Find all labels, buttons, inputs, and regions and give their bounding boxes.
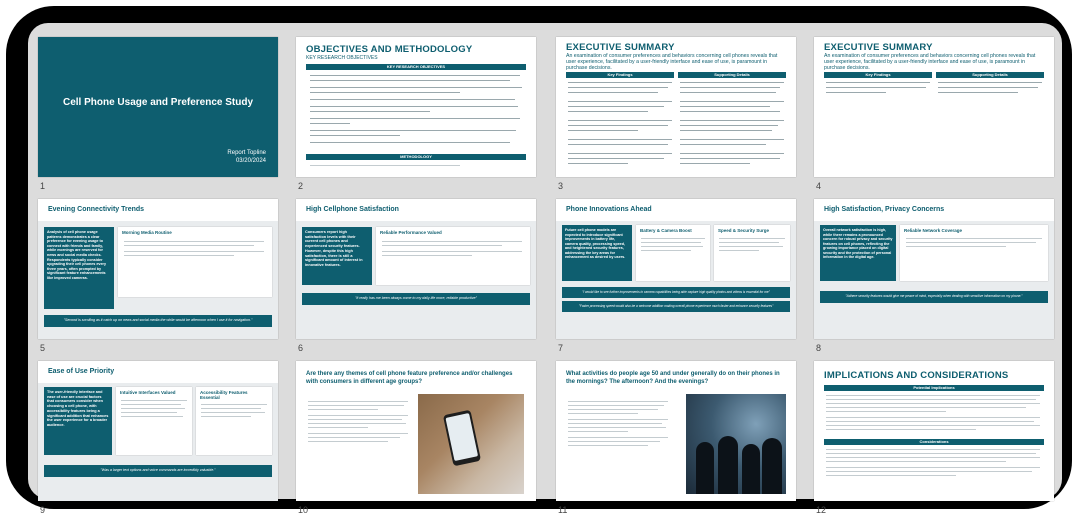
detail-card-heading: Reliable Network Coverage xyxy=(904,228,963,233)
quote-banner: "Adhere security features would give me peace of mind, especially when dealing with sensitive information on my phone." xyxy=(820,291,1048,303)
detail-card-heading: Morning Media Routine xyxy=(122,230,172,235)
slide-10-canvas xyxy=(296,361,536,501)
slide-number: 4 xyxy=(816,181,822,191)
slide-12-canvas xyxy=(814,361,1054,501)
report-label: Report Topline xyxy=(227,150,266,156)
detail-card-heading: Battery & Camera Boost xyxy=(640,228,692,233)
slide-thumbnail-9[interactable] xyxy=(38,361,278,521)
slide-thumbnail-6[interactable] xyxy=(296,199,536,359)
detail-card-heading: Speed & Security Surge xyxy=(718,228,770,233)
detail-card xyxy=(118,227,272,297)
slide-5-canvas xyxy=(38,199,278,339)
detail-card-heading: Accessibility Features Essential xyxy=(200,390,248,400)
column-header: Supporting Details xyxy=(678,72,786,78)
quote-banner: "I would like to see further improvements in camera capabilities being able capture high quality photos and videos is essential for me" xyxy=(562,287,790,298)
section-bar: Considerations xyxy=(824,439,1044,445)
key-insight-box: Future cell phone models are expected to introduce significant improvements in battery life, camera quality, processing speed, and heightened security features, addressing the key areas for enhancement as desired by users. xyxy=(562,225,632,281)
slide-title: High Cellphone Satisfaction xyxy=(306,206,399,213)
section-bar: KEY RESEARCH OBJECTIVES xyxy=(306,64,526,70)
slide-subtitle: An examination of consumer preferences and behaviors concerning cell phones reveals that user experience, facilitated by a user-friendly interface and ease of use, is paramount in purchase decisions. xyxy=(566,53,778,71)
slide-title: Ease of Use Priority xyxy=(48,368,115,375)
detail-card xyxy=(636,225,710,281)
slide-title: OBJECTIVES AND METHODOLOGY xyxy=(306,44,473,55)
section-bar: METHODOLOGY xyxy=(306,154,526,160)
slide-thumbnail-11[interactable] xyxy=(556,361,796,521)
slide-11-canvas xyxy=(556,361,796,501)
detail-card xyxy=(116,387,192,455)
slide-1-canvas xyxy=(38,37,278,177)
slide-6-canvas xyxy=(296,199,536,339)
slide-thumbnail-8[interactable] xyxy=(814,199,1054,359)
slide-title: Cell Phone Usage and Preference Study xyxy=(62,97,254,108)
slide-title: EXECUTIVE SUMMARY xyxy=(824,42,933,53)
key-insight-box: Consumers report high satisfaction levels with their current cell phones and experienced security features. However, despite this high satisfaction, there is still a significant amount of interest in innovative features. xyxy=(302,227,372,285)
slide-title: IMPLICATIONS AND CONSIDERATIONS xyxy=(824,370,1009,381)
slide-thumbnail-10[interactable] xyxy=(296,361,536,521)
slide-2-canvas xyxy=(296,37,536,177)
slide-thumbnail-5[interactable] xyxy=(38,199,278,359)
slide-title: Are there any themes of cell phone feature preference and/or challenges with consumers in different age groups? xyxy=(306,371,513,385)
slide-subtitle: KEY RESEARCH OBJECTIVES xyxy=(306,55,378,61)
detail-card xyxy=(196,387,272,455)
slide-thumbnail-4[interactable] xyxy=(814,37,1054,197)
column-header: Supporting Details xyxy=(936,72,1044,78)
slide-thumbnail-1[interactable] xyxy=(38,37,278,197)
slide-number: 7 xyxy=(558,343,564,353)
slide-4-canvas xyxy=(814,37,1054,177)
slide-3-canvas xyxy=(556,37,796,177)
slide-number: 11 xyxy=(558,505,568,515)
phone-photo xyxy=(418,394,524,494)
slide-number: 5 xyxy=(40,343,46,353)
slide-thumbnail-7[interactable] xyxy=(556,199,796,359)
quote-banner: "Was a larger text options and voice commands are incredibly valuable." xyxy=(44,465,272,477)
slide-number: 12 xyxy=(816,505,827,515)
slide-number: 2 xyxy=(298,181,304,191)
smartphone-image xyxy=(443,410,481,467)
slide-thumbnail-12[interactable] xyxy=(814,361,1054,521)
slide-number: 8 xyxy=(816,343,822,353)
slide-title: Evening Connectivity Trends xyxy=(48,206,145,213)
detail-card xyxy=(714,225,790,281)
quote-banner: "It really has me been always come to my daily life more, reliable productive" xyxy=(302,293,530,305)
slide-number: 6 xyxy=(298,343,304,353)
key-insight-box: Analysis of cell phone usage patterns demonstrates a clear preference for evening usage to connect with friends and family, while mornings are reserved for news and social media checks. Respondents typically consider upgrading their cell phones every three years, often prompted by significant feature enhancements like improved cameras. xyxy=(44,227,114,309)
detail-card xyxy=(376,227,530,285)
slide-subtitle-block xyxy=(227,149,266,165)
detail-card xyxy=(900,225,1048,281)
detail-card-heading: Reliable Performance Valued xyxy=(380,230,442,235)
slide-title: What activities do people age 50 and under generally do on their phones in the mornings? The afternoon? And the evenings? xyxy=(566,371,780,385)
slide-thumbnail-3[interactable] xyxy=(556,37,796,197)
column-header: Key Findings xyxy=(824,72,932,78)
slide-title: Phone Innovations Ahead xyxy=(566,206,652,213)
quote-banner: "Second is scrolling as it catch up on news and social media the while would be afternoon when I use it for navigation." xyxy=(44,315,272,327)
device-frame xyxy=(6,6,1072,515)
slide-number: 1 xyxy=(40,181,46,191)
slide-thumbnail-2[interactable] xyxy=(296,37,536,197)
slide-subtitle: An examination of consumer preferences and behaviors concerning cell phones reveals that user experience, facilitated by a user-friendly interface and ease of use, is paramount in purchase decisions. xyxy=(824,53,1036,71)
slide-number: 3 xyxy=(558,181,564,191)
slide-8-canvas xyxy=(814,199,1054,339)
slide-9-canvas xyxy=(38,361,278,501)
slide-number: 9 xyxy=(40,505,46,515)
slide-title: EXECUTIVE SUMMARY xyxy=(566,42,675,53)
slide-7-canvas xyxy=(556,199,796,339)
detail-card-heading: Intuitive Interfaces Valued xyxy=(120,390,176,395)
report-date: 03/20/2024 xyxy=(235,158,266,164)
slide-number: 10 xyxy=(298,505,309,515)
section-bar: Potential Implications xyxy=(824,385,1044,391)
key-insight-box: Overall network satisfaction is high, while there remains a pronounced concern for robust privacy and security features on cell phones, reflecting the growing importance placed on digital security and the protection of personal information in the digital age. xyxy=(820,225,896,281)
key-insight-box: The user-friendly interface and ease of use are crucial factors that consumers consider when choosing a cell phone, with accessibility features being a significant addition that enhances the user experience for a broader audience. xyxy=(44,387,112,455)
column-header: Key Findings xyxy=(566,72,674,78)
quote-banner: "Faster processing speed would also be a welcome addition making overall phone experience much faster and enhance security features" xyxy=(562,301,790,312)
slide-title: High Satisfaction, Privacy Concerns xyxy=(824,206,945,213)
silhouettes-photo xyxy=(686,394,786,494)
slide-sorter-grid xyxy=(28,23,1062,515)
